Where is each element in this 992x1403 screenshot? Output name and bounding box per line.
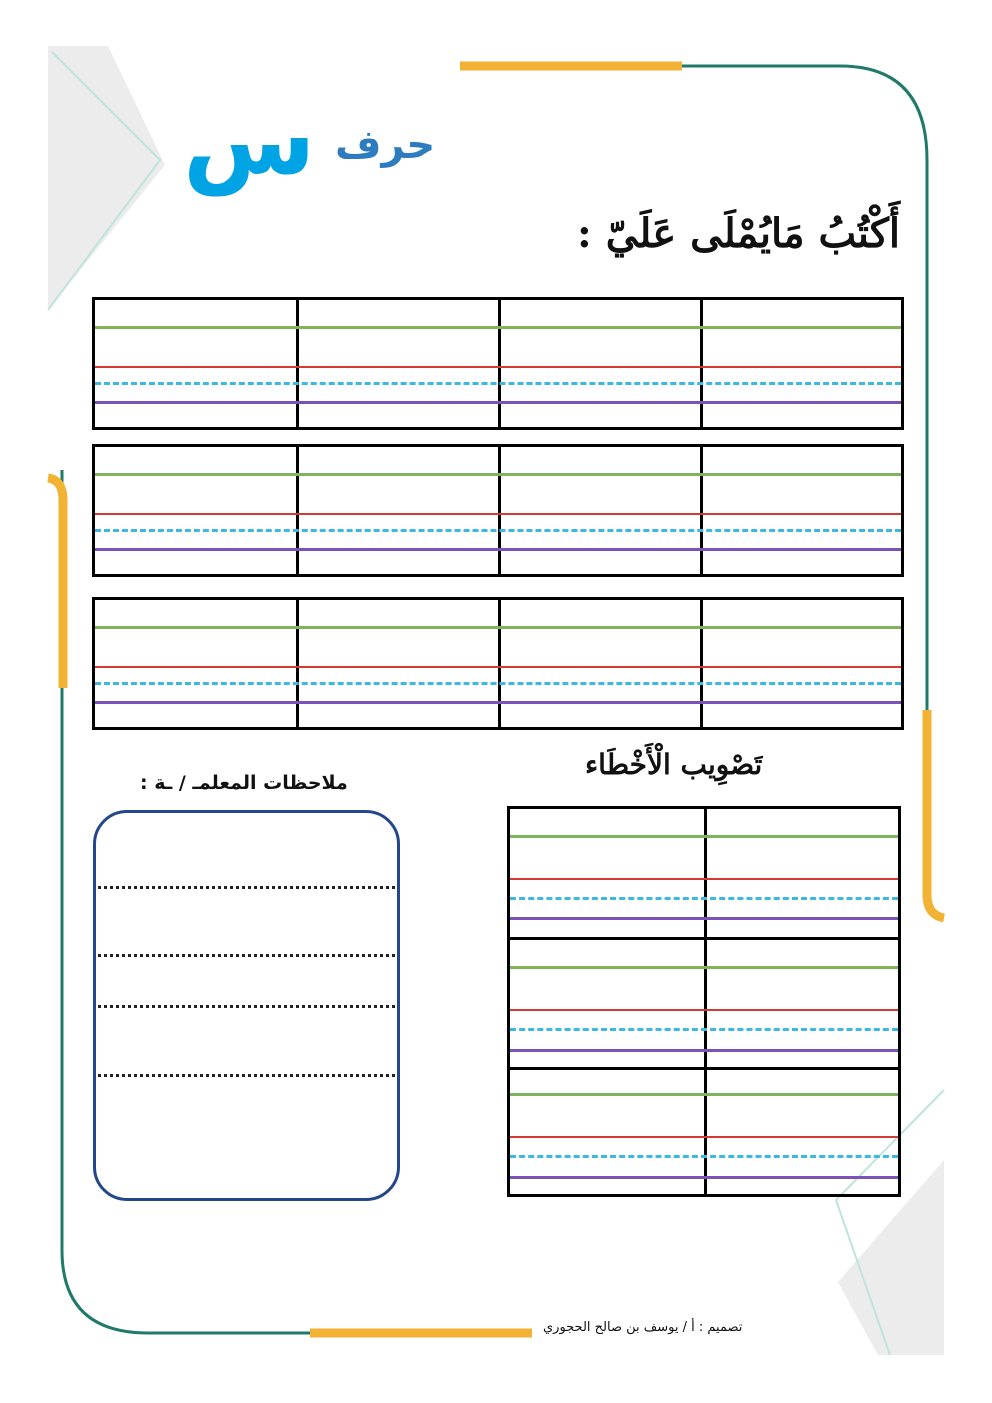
teacher-notes-box[interactable] — [93, 810, 400, 1201]
dictation-grid-row-1 — [92, 297, 904, 430]
dictation-grid-row-2 — [92, 444, 904, 577]
dictation-grid-row-3 — [92, 597, 904, 730]
designer-credit: تصميم : أ / يوسف بن صالح الحجوري — [543, 1320, 743, 1335]
corrections-grid — [507, 806, 901, 1197]
orange-accent-left — [48, 478, 63, 688]
teacher-notes-title: ملاحظات المعلمـ / ـة : — [140, 772, 348, 794]
orange-accent-right — [927, 710, 944, 918]
dictation-instruction: أَكْتُبُ مَايُمْلَى عَلَيّ : — [577, 210, 900, 257]
letter-title-glyph: س — [183, 84, 316, 196]
corrections-title: تَصْوِيب الْأَخْطَاء — [585, 748, 763, 781]
letter-title-label: حرف — [335, 122, 436, 168]
